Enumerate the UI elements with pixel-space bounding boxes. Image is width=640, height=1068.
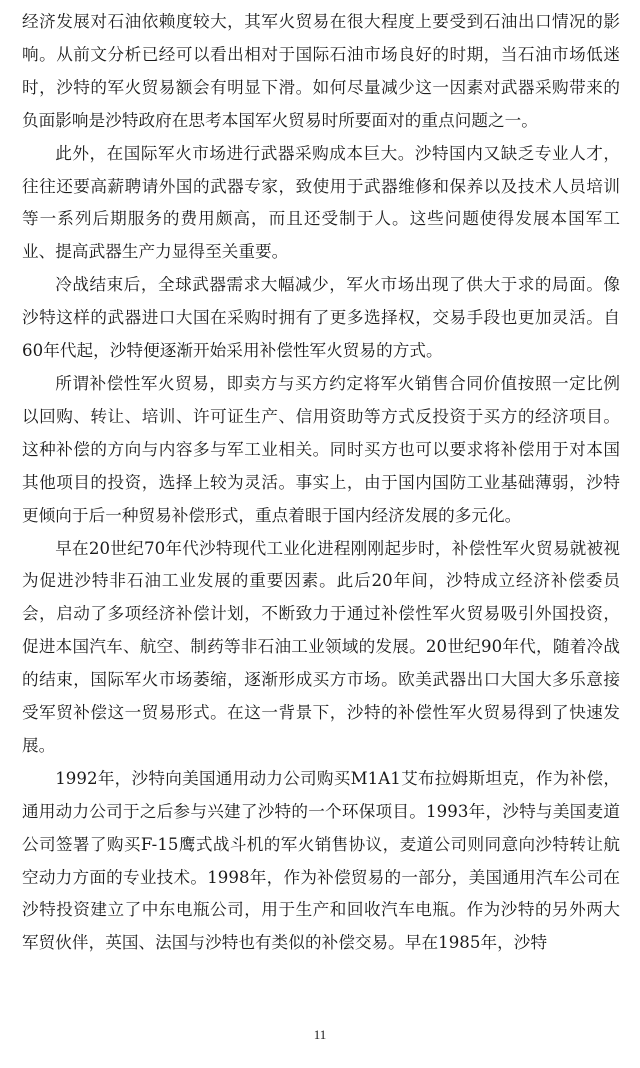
page-number: 11 <box>313 1027 327 1042</box>
paragraph-offset-trade-definition: 所谓补偿性军火贸易，即卖方与买方约定将军火销售合同价值按照一定比例以回购、转让、培训、许可证生产、信用资助等方式反投资于买方的经济项目。这种补偿的方向与内容多与军工业相关。同时买方也可以要求将补偿用于对本国其他项目的投资，选择上较为灵活。事实上，由于国内国防工业基础薄弱，沙特更倾向于后一种贸易补偿形式，重点着眼于国内经济发展的多元化。 <box>22 373 620 525</box>
document-page <box>22 6 620 960</box>
paragraph-offset-trade-history: 早在20世纪70年代沙特现代工业化进程刚刚起步时，补偿性军火贸易就被视为促进沙特非石油工业发展的重要因素。此后20年间，沙特成立经济补偿委员会，启动了多项经济补偿计划，不断致力于通过补偿性军火贸易吸引外国投资，促进本国汽车、航空、制药等非石油工业领域的发展。20世纪90年代，随着冷战的结束，国际军火市场萎缩，逐渐形成买方市场。欧美武器出口大国大多乐意接受军贸补偿这一贸易形式。在这一背景下，沙特的补偿性军火贸易得到了快速发展。 <box>22 538 620 755</box>
paragraph-post-cold-war: 冷战结束后，全球武器需求大幅减少，军火市场出现了供大于求的局面。像沙特这样的武器进口大国在采购时拥有了更多选择权，交易手段也更加灵活。自60年代起，沙特便逐渐开始采用补偿性军火贸易的方式。 <box>22 275 620 361</box>
paragraph-procurement-cost: 此外，在国际军火市场进行武器采购成本巨大。沙特国内又缺乏专业人才，往往还要高薪聘请外国的武器专家，致使用于武器维修和保养以及技术人员培训等一系列后期服务的费用颇高，而且还受制于人。这些问题使得发展本国军工业、提高武器生产力显得至关重要。 <box>22 143 620 262</box>
paragraph-offset-trade-examples: 1992年，沙特向美国通用动力公司购买M1A1艾布拉姆斯坦克，作为补偿，通用动力公司于之后参与兴建了沙特的一个环保项目。1993年，沙特与美国麦道公司签署了购买F-15鹰式战斗机的军火销售协议，麦道公司则同意向沙特转让航空动力方面的专业技术。1998年，作为补偿贸易的一部分，美国通用汽车公司在沙特投资建立了中东电瓶公司，用于生产和回收汽车电瓶。作为沙特的另外两大军贸伙伴，英国、法国与沙特也有类似的补偿交易。早在1985年，沙特 <box>22 768 620 953</box>
paragraph-oil-dependence: 经济发展对石油依赖度较大，其军火贸易在很大程度上要受到石油出口情况的影响。从前文分析已经可以看出相对于国际石油市场良好的时期，当石油市场低迷时，沙特的军火贸易额会有明显下滑。如何尽量减少这一因素对武器采购带来的负面影响是沙特政府在思考本国军火贸易时所要面对的重点问题之一。 <box>22 12 620 130</box>
